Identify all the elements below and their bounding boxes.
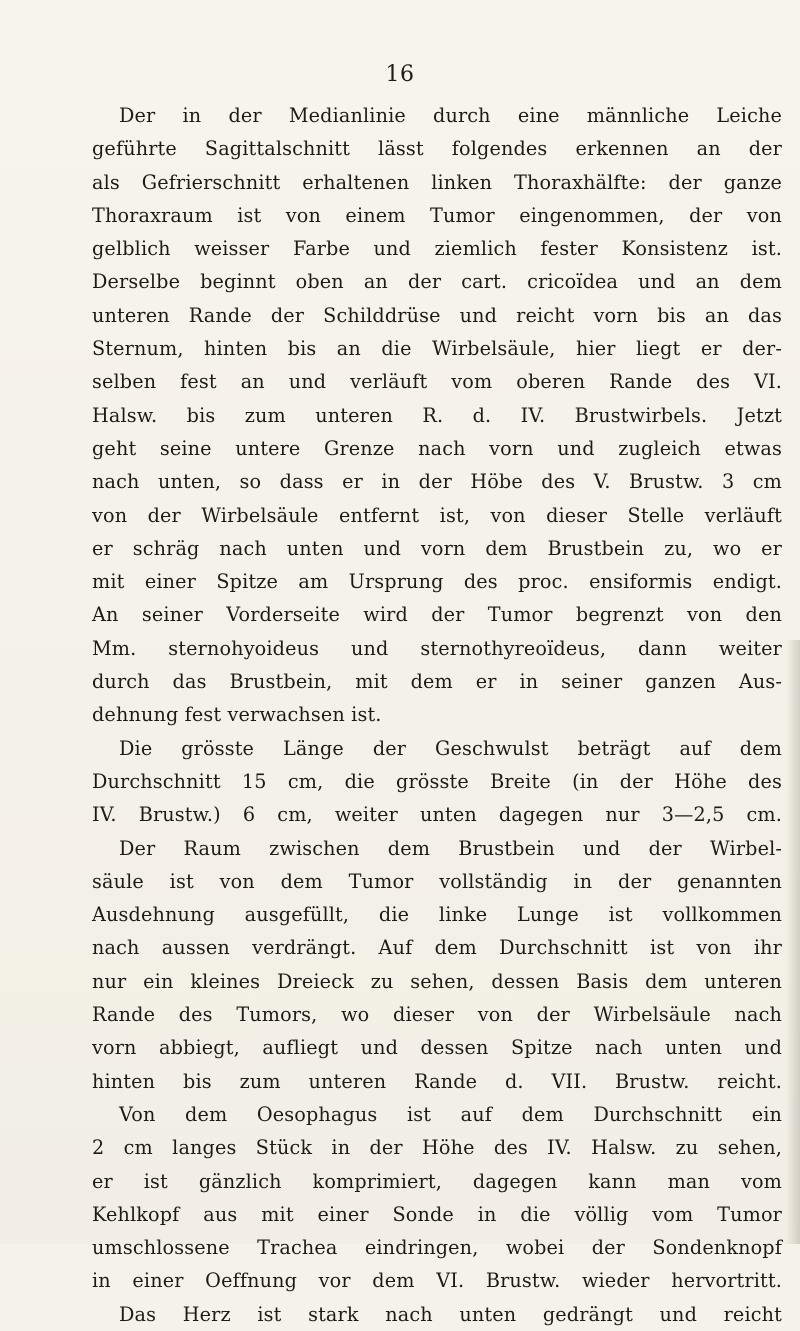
- text-line: er ist gänzlich komprimiert, dagegen kann man vom: [92, 1169, 782, 1193]
- text-line: Halsw. bis zum unteren R. d. IV. Brustwirbels. Jetzt: [92, 403, 782, 427]
- text-line: Der Raum zwischen dem Brustbein und der Wirbel-: [119, 836, 782, 860]
- page-edge-shadow: [786, 640, 800, 1244]
- text-line: Rande des Tumors, wo dieser von der Wirbelsäule nach: [92, 1003, 782, 1027]
- text-line: durch das Brustbein, mit dem er in seiner ganzen Aus-: [92, 670, 782, 694]
- text-line: von der Wirbelsäule entfernt ist, von dieser Stelle verläuft: [92, 503, 782, 527]
- text-line: 2 cm langes Stück in der Höhe des IV. Halsw. zu sehen,: [92, 1136, 782, 1160]
- text-line: säule ist von dem Tumor vollständig in der genannten: [92, 869, 782, 893]
- text-line: Die grösste Länge der Geschwulst beträgt auf dem: [119, 736, 782, 760]
- text-line: mit einer Spitze am Ursprung des proc. ensiformis endigt.: [92, 570, 782, 594]
- text-line: vorn abbiegt, aufliegt und dessen Spitze nach unten und: [92, 1036, 782, 1060]
- text-line: nach unten, so dass er in der Höbe des V. Brustw. 3 cm: [92, 470, 782, 494]
- text-line: Sternum, hinten bis an die Wirbelsäule, hier liegt er der-: [92, 337, 782, 361]
- text-line: Kehlkopf aus mit einer Sonde in die völlig vom Tumor: [92, 1202, 782, 1226]
- text-line: Thoraxraum ist von einem Tumor eingenommen, der von: [92, 203, 782, 227]
- text-line: geführte Sagittalschnitt lässt folgendes erkennen an der: [92, 137, 782, 161]
- text-line: IV. Brustw.) 6 cm, weiter unten dagegen nur 3—2,5 cm.: [92, 803, 782, 827]
- text-line: Durchschnitt 15 cm, die grösste Breite (in der Höhe des: [92, 769, 782, 793]
- text-line: dehnung fest verwachsen ist.: [92, 703, 382, 727]
- text-line: selben fest an und verläuft vom oberen Rande des VI.: [92, 370, 782, 394]
- text-line: hinten bis zum unteren Rande d. VII. Brustw. reicht.: [92, 1069, 782, 1093]
- text-line: geht seine untere Grenze nach vorn und zugleich etwas: [92, 436, 782, 460]
- text-line: An seiner Vorderseite wird der Tumor begrenzt von den: [92, 603, 782, 627]
- text-line: nur ein kleines Dreieck zu sehen, dessen Basis dem unteren: [92, 969, 782, 993]
- text-line: Mm. sternohyoideus und sternothyreoïdeus, dann weiter: [92, 636, 782, 660]
- text-line: Ausdehnung ausgefüllt, die linke Lunge ist vollkommen: [92, 903, 782, 927]
- text-line: Der in der Medianlinie durch eine männliche Leiche: [119, 104, 782, 127]
- text-line: Von dem Oesophagus ist auf dem Durchschnitt ein: [119, 1102, 782, 1126]
- text-line: umschlossene Trachea eindringen, wobei der Sondenknopf: [92, 1236, 782, 1260]
- text-line: nach aussen verdrängt. Auf dem Durchschnitt ist von ihr: [92, 936, 782, 960]
- text-line: in einer Oeffnung vor dem VI. Brustw. wieder hervortritt.: [92, 1269, 782, 1293]
- text-line: als Gefrierschnitt erhaltenen linken Thoraxhälfte: der ganze: [92, 170, 782, 194]
- text-line: Das Herz ist stark nach unten gedrängt und reicht: [119, 1302, 782, 1326]
- text-line: Derselbe beginnt oben an der cart. cricoïdea und an dem: [92, 270, 782, 294]
- page-number: 16: [385, 62, 415, 87]
- body-text: [92, 99, 782, 1331]
- text-line: unteren Rande der Schilddrüse und reicht vorn bis an das: [92, 303, 782, 327]
- text-line: er schräg nach unten und vorn dem Brustbein zu, wo er: [92, 536, 782, 560]
- text-line: gelblich weisser Farbe und ziemlich fester Konsistenz ist.: [92, 237, 782, 261]
